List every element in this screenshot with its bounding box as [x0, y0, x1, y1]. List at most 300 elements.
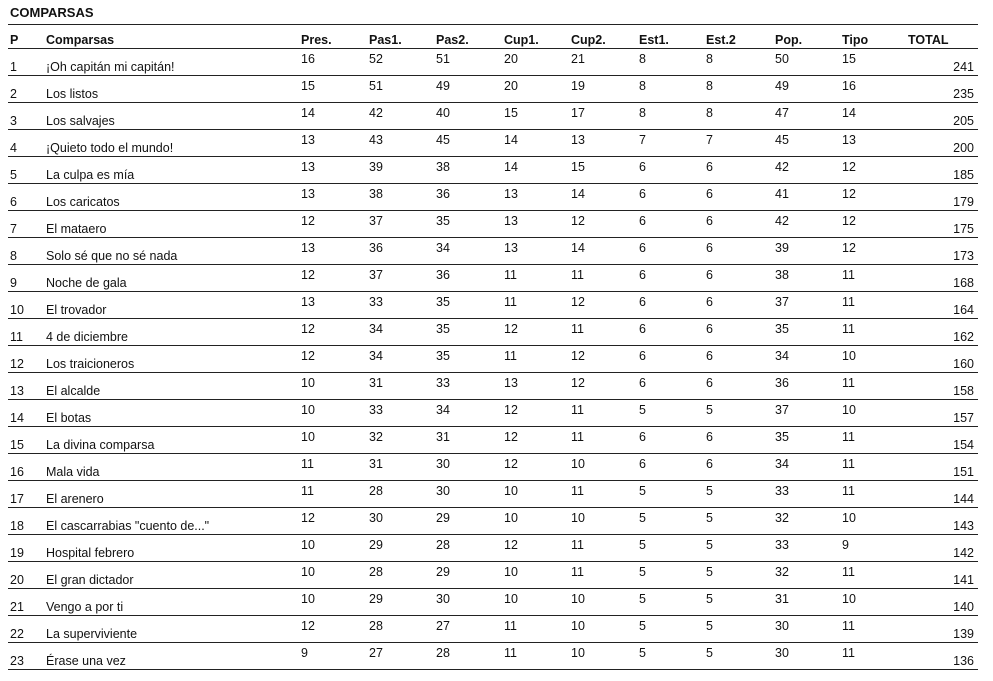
row-pas1: 36	[369, 241, 383, 255]
table-row	[8, 265, 978, 292]
row-cup2: 14	[571, 241, 585, 255]
row-pas2: 28	[436, 646, 450, 660]
row-pres: 16	[301, 52, 315, 66]
row-cup2: 10	[571, 619, 585, 633]
row-pres: 15	[301, 79, 315, 93]
row-comparsa-name: El botas	[46, 411, 92, 425]
table-row	[8, 49, 978, 76]
row-est1: 6	[639, 241, 646, 255]
sheet-title: COMPARSAS	[10, 5, 94, 20]
row-position: 3	[10, 114, 17, 128]
row-pas2: 29	[436, 565, 450, 579]
row-est2: 5	[706, 646, 713, 660]
row-total: 168	[953, 276, 974, 290]
header-pres: Pres.	[301, 33, 332, 47]
row-pas2: 34	[436, 241, 450, 255]
row-pas1: 52	[369, 52, 383, 66]
row-cup1: 11	[504, 295, 517, 309]
row-cup2: 11	[571, 484, 584, 498]
row-cup2: 10	[571, 646, 585, 660]
row-cup2: 21	[571, 52, 585, 66]
row-pas2: 30	[436, 457, 450, 471]
row-pas2: 29	[436, 511, 450, 525]
row-tipo: 11	[842, 430, 855, 444]
row-total: 200	[953, 141, 974, 155]
row-position: 1	[10, 60, 17, 74]
row-cup1: 11	[504, 619, 517, 633]
row-est2: 5	[706, 565, 713, 579]
row-comparsa-name: Vengo a por ti	[46, 600, 124, 614]
row-pres: 13	[301, 187, 315, 201]
row-est2: 5	[706, 484, 713, 498]
row-est1: 5	[639, 403, 646, 417]
row-cup2: 17	[571, 106, 585, 120]
row-comparsa-name: El arenero	[46, 492, 104, 506]
row-est1: 6	[639, 214, 646, 228]
row-pop: 34	[775, 457, 789, 471]
row-position: 10	[10, 303, 24, 317]
row-position: 23	[10, 654, 24, 668]
row-est1: 6	[639, 322, 646, 336]
row-pas1: 31	[369, 376, 383, 390]
row-est1: 6	[639, 376, 646, 390]
table-row	[8, 238, 978, 265]
row-est2: 5	[706, 592, 713, 606]
row-cup1: 12	[504, 430, 518, 444]
row-position: 14	[10, 411, 24, 425]
header-est1: Est1.	[639, 33, 669, 47]
ranking-table	[8, 32, 978, 670]
row-pres: 10	[301, 592, 315, 606]
table-row	[8, 481, 978, 508]
row-comparsa-name: 4 de diciembre	[46, 330, 128, 344]
row-total: 136	[953, 654, 974, 668]
header-cup1: Cup1.	[504, 33, 539, 47]
row-pop: 50	[775, 52, 789, 66]
row-pas2: 35	[436, 214, 450, 228]
row-total: 158	[953, 384, 974, 398]
row-comparsa-name: Noche de gala	[46, 276, 127, 290]
row-total: 162	[953, 330, 974, 344]
table-row	[8, 454, 978, 481]
row-est1: 5	[639, 511, 646, 525]
row-position: 21	[10, 600, 24, 614]
row-pas2: 30	[436, 592, 450, 606]
row-pas2: 35	[436, 322, 450, 336]
row-total: 164	[953, 303, 974, 317]
row-comparsa-name: El alcalde	[46, 384, 101, 398]
title-divider	[8, 24, 978, 25]
row-cup2: 11	[571, 403, 584, 417]
row-cup1: 13	[504, 187, 518, 201]
row-pres: 11	[301, 457, 314, 471]
row-tipo: 13	[842, 133, 856, 147]
row-pas2: 35	[436, 349, 450, 363]
row-position: 7	[10, 222, 17, 236]
row-position: 22	[10, 627, 24, 641]
row-tipo: 10	[842, 349, 856, 363]
row-pop: 47	[775, 106, 789, 120]
row-pop: 41	[775, 187, 789, 201]
row-cup2: 11	[571, 268, 584, 282]
row-position: 2	[10, 87, 17, 101]
row-est2: 8	[706, 106, 713, 120]
row-est2: 7	[706, 133, 713, 147]
row-position: 19	[10, 546, 24, 560]
row-comparsa-name: Solo sé que no sé nada	[46, 249, 178, 263]
row-pas1: 37	[369, 214, 383, 228]
table-row	[8, 157, 978, 184]
row-est2: 5	[706, 538, 713, 552]
row-total: 140	[953, 600, 974, 614]
row-cup1: 12	[504, 538, 518, 552]
row-tipo: 11	[842, 322, 855, 336]
row-est2: 5	[706, 619, 713, 633]
row-total: 179	[953, 195, 974, 209]
row-cup1: 12	[504, 457, 518, 471]
row-est2: 8	[706, 79, 713, 93]
header-pop: Pop.	[775, 33, 803, 47]
row-comparsa-name: El gran dictador	[46, 573, 134, 587]
row-pas1: 27	[369, 646, 383, 660]
row-tipo: 12	[842, 241, 856, 255]
row-cup2: 12	[571, 376, 585, 390]
table-row	[8, 427, 978, 454]
row-pas2: 28	[436, 538, 450, 552]
row-pas1: 34	[369, 349, 383, 363]
row-pres: 12	[301, 214, 315, 228]
row-total: 185	[953, 168, 974, 182]
row-est2: 6	[706, 295, 713, 309]
table-row	[8, 562, 978, 589]
row-cup2: 14	[571, 187, 585, 201]
row-pres: 14	[301, 106, 315, 120]
row-pres: 13	[301, 241, 315, 255]
header-pas2: Pas2.	[436, 33, 469, 47]
row-est1: 8	[639, 79, 646, 93]
row-est2: 8	[706, 52, 713, 66]
row-cup2: 15	[571, 160, 585, 174]
row-tipo: 11	[842, 646, 855, 660]
row-tipo: 9	[842, 538, 849, 552]
row-cup2: 12	[571, 214, 585, 228]
row-est1: 6	[639, 268, 646, 282]
row-pres: 10	[301, 403, 315, 417]
row-pop: 32	[775, 511, 789, 525]
row-pres: 10	[301, 538, 315, 552]
row-tipo: 15	[842, 52, 856, 66]
row-pop: 45	[775, 133, 789, 147]
row-cup2: 12	[571, 295, 585, 309]
row-cup1: 12	[504, 403, 518, 417]
row-est2: 5	[706, 511, 713, 525]
row-tipo: 11	[842, 565, 855, 579]
row-pop: 42	[775, 160, 789, 174]
row-comparsa-name: Mala vida	[46, 465, 100, 479]
header-est2: Est.2	[706, 33, 736, 47]
row-comparsa-name: Los listos	[46, 87, 99, 101]
row-cup2: 10	[571, 511, 585, 525]
row-pas1: 33	[369, 403, 383, 417]
row-cup1: 11	[504, 268, 517, 282]
row-tipo: 11	[842, 484, 855, 498]
header-pas1: Pas1.	[369, 33, 402, 47]
row-tipo: 10	[842, 403, 856, 417]
row-est1: 7	[639, 133, 646, 147]
header-cup2: Cup2.	[571, 33, 606, 47]
row-pop: 36	[775, 376, 789, 390]
row-est2: 6	[706, 430, 713, 444]
row-cup2: 19	[571, 79, 585, 93]
row-comparsa-name: La divina comparsa	[46, 438, 155, 452]
row-est2: 6	[706, 268, 713, 282]
row-comparsa-name: Érase una vez	[46, 654, 126, 668]
row-cup1: 20	[504, 79, 518, 93]
table-row	[8, 535, 978, 562]
table-row	[8, 292, 978, 319]
row-est2: 6	[706, 349, 713, 363]
row-pas2: 34	[436, 403, 450, 417]
row-pas1: 31	[369, 457, 383, 471]
row-pas2: 45	[436, 133, 450, 147]
row-est2: 6	[706, 214, 713, 228]
table-row	[8, 319, 978, 346]
row-comparsa-name: El cascarrabias "cuento de..."	[46, 519, 210, 533]
row-est1: 8	[639, 52, 646, 66]
header-total: TOTAL	[908, 33, 949, 47]
row-est2: 6	[706, 241, 713, 255]
row-pas2: 38	[436, 160, 450, 174]
row-pas1: 30	[369, 511, 383, 525]
row-pas2: 36	[436, 187, 450, 201]
row-tipo: 16	[842, 79, 856, 93]
row-pres: 11	[301, 484, 314, 498]
row-position: 13	[10, 384, 24, 398]
row-pop: 32	[775, 565, 789, 579]
row-tipo: 11	[842, 619, 855, 633]
row-pop: 42	[775, 214, 789, 228]
header-position: P	[10, 33, 19, 47]
row-pres: 10	[301, 376, 315, 390]
row-est2: 5	[706, 403, 713, 417]
row-tipo: 12	[842, 214, 856, 228]
row-pas2: 27	[436, 619, 450, 633]
row-cup2: 11	[571, 430, 584, 444]
row-total: 139	[953, 627, 974, 641]
row-cup1: 14	[504, 133, 518, 147]
row-pop: 39	[775, 241, 789, 255]
row-tipo: 14	[842, 106, 856, 120]
table-row	[8, 589, 978, 616]
row-cup1: 13	[504, 241, 518, 255]
row-comparsa-name: El trovador	[46, 303, 107, 317]
row-cup1: 10	[504, 592, 518, 606]
row-est1: 6	[639, 187, 646, 201]
row-comparsa-name: La superviviente	[46, 627, 138, 641]
row-total: 235	[953, 87, 974, 101]
row-comparsa-name: Los caricatos	[46, 195, 120, 209]
row-pres: 13	[301, 133, 315, 147]
row-total: 241	[953, 60, 974, 74]
row-pas1: 33	[369, 295, 383, 309]
row-pas1: 32	[369, 430, 383, 444]
row-est2: 6	[706, 160, 713, 174]
row-position: 20	[10, 573, 24, 587]
table-row	[8, 130, 978, 157]
row-cup1: 12	[504, 322, 518, 336]
row-comparsa-name: Hospital febrero	[46, 546, 135, 560]
header-tipo: Tipo	[842, 33, 869, 47]
row-tipo: 11	[842, 268, 855, 282]
row-comparsa-name: Los salvajes	[46, 114, 115, 128]
row-pres: 12	[301, 349, 315, 363]
row-pas1: 29	[369, 538, 383, 552]
row-pres: 12	[301, 511, 315, 525]
row-cup1: 14	[504, 160, 518, 174]
table-row	[8, 400, 978, 427]
row-pas2: 36	[436, 268, 450, 282]
table-row	[8, 103, 978, 130]
row-pres: 12	[301, 619, 315, 633]
row-pres: 12	[301, 322, 315, 336]
row-pas2: 33	[436, 376, 450, 390]
row-pres: 12	[301, 268, 315, 282]
row-cup1: 10	[504, 484, 518, 498]
row-comparsa-name: La culpa es mía	[46, 168, 135, 182]
row-comparsa-name: El mataero	[46, 222, 107, 236]
row-pas2: 35	[436, 295, 450, 309]
row-pop: 37	[775, 295, 789, 309]
row-cup1: 10	[504, 511, 518, 525]
row-cup1: 13	[504, 214, 518, 228]
row-tipo: 11	[842, 295, 855, 309]
row-pas1: 43	[369, 133, 383, 147]
row-total: 175	[953, 222, 974, 236]
row-est2: 6	[706, 376, 713, 390]
row-tipo: 10	[842, 511, 856, 525]
row-tipo: 12	[842, 187, 856, 201]
row-tipo: 11	[842, 376, 855, 390]
row-pas1: 28	[369, 565, 383, 579]
row-pas1: 34	[369, 322, 383, 336]
row-comparsa-name: ¡Oh capitán mi capitán!	[46, 60, 175, 74]
row-est1: 6	[639, 295, 646, 309]
row-comparsa-name: ¡Quieto todo el mundo!	[46, 141, 174, 155]
row-cup2: 10	[571, 457, 585, 471]
row-pas2: 31	[436, 430, 450, 444]
row-est1: 6	[639, 457, 646, 471]
table-body	[8, 49, 978, 670]
row-pas2: 49	[436, 79, 450, 93]
row-pop: 31	[775, 592, 789, 606]
row-pop: 30	[775, 646, 789, 660]
row-pop: 34	[775, 349, 789, 363]
row-pas1: 29	[369, 592, 383, 606]
row-cup1: 13	[504, 376, 518, 390]
row-pres: 13	[301, 295, 315, 309]
row-pop: 35	[775, 322, 789, 336]
row-pas1: 28	[369, 484, 383, 498]
row-est1: 5	[639, 565, 646, 579]
row-total: 157	[953, 411, 974, 425]
row-pres: 10	[301, 430, 315, 444]
row-position: 16	[10, 465, 24, 479]
row-est1: 5	[639, 592, 646, 606]
row-cup1: 11	[504, 349, 517, 363]
row-pres: 13	[301, 160, 315, 174]
row-pas1: 51	[369, 79, 383, 93]
table-row	[8, 508, 978, 535]
row-total: 151	[953, 465, 974, 479]
row-est1: 5	[639, 619, 646, 633]
row-pas2: 30	[436, 484, 450, 498]
row-pas1: 37	[369, 268, 383, 282]
table-row	[8, 346, 978, 373]
row-cup2: 11	[571, 565, 584, 579]
row-total: 144	[953, 492, 974, 506]
row-position: 12	[10, 357, 24, 371]
row-est2: 6	[706, 187, 713, 201]
table-row	[8, 184, 978, 211]
row-position: 8	[10, 249, 17, 263]
row-cup1: 20	[504, 52, 518, 66]
row-cup2: 13	[571, 133, 585, 147]
row-pas1: 39	[369, 160, 383, 174]
row-total: 142	[953, 546, 974, 560]
row-comparsa-name: Los traicioneros	[46, 357, 135, 371]
row-cup1: 15	[504, 106, 518, 120]
row-est1: 5	[639, 646, 646, 660]
row-tipo: 10	[842, 592, 856, 606]
row-position: 11	[10, 330, 23, 344]
row-position: 18	[10, 519, 24, 533]
row-total: 154	[953, 438, 974, 452]
row-pas2: 51	[436, 52, 450, 66]
table-row	[8, 616, 978, 643]
row-position: 6	[10, 195, 17, 209]
row-pas1: 38	[369, 187, 383, 201]
row-tipo: 11	[842, 457, 855, 471]
row-position: 5	[10, 168, 17, 182]
row-pas1: 28	[369, 619, 383, 633]
row-tipo: 12	[842, 160, 856, 174]
row-total: 205	[953, 114, 974, 128]
row-est1: 8	[639, 106, 646, 120]
row-position: 4	[10, 141, 17, 155]
table-header-row	[8, 32, 978, 49]
row-position: 15	[10, 438, 24, 452]
row-total: 173	[953, 249, 974, 263]
row-pres: 9	[301, 646, 308, 660]
row-pop: 30	[775, 619, 789, 633]
row-est1: 5	[639, 538, 646, 552]
row-cup2: 12	[571, 349, 585, 363]
row-pres: 10	[301, 565, 315, 579]
row-pop: 49	[775, 79, 789, 93]
row-cup2: 10	[571, 592, 585, 606]
row-est1: 6	[639, 430, 646, 444]
header-comparsas: Comparsas	[46, 33, 115, 47]
row-cup1: 11	[504, 646, 517, 660]
row-est1: 5	[639, 484, 646, 498]
row-est2: 6	[706, 322, 713, 336]
row-pas2: 40	[436, 106, 450, 120]
row-total: 141	[953, 573, 974, 587]
row-pop: 37	[775, 403, 789, 417]
row-total: 143	[953, 519, 974, 533]
row-pop: 33	[775, 538, 789, 552]
row-total: 160	[953, 357, 974, 371]
